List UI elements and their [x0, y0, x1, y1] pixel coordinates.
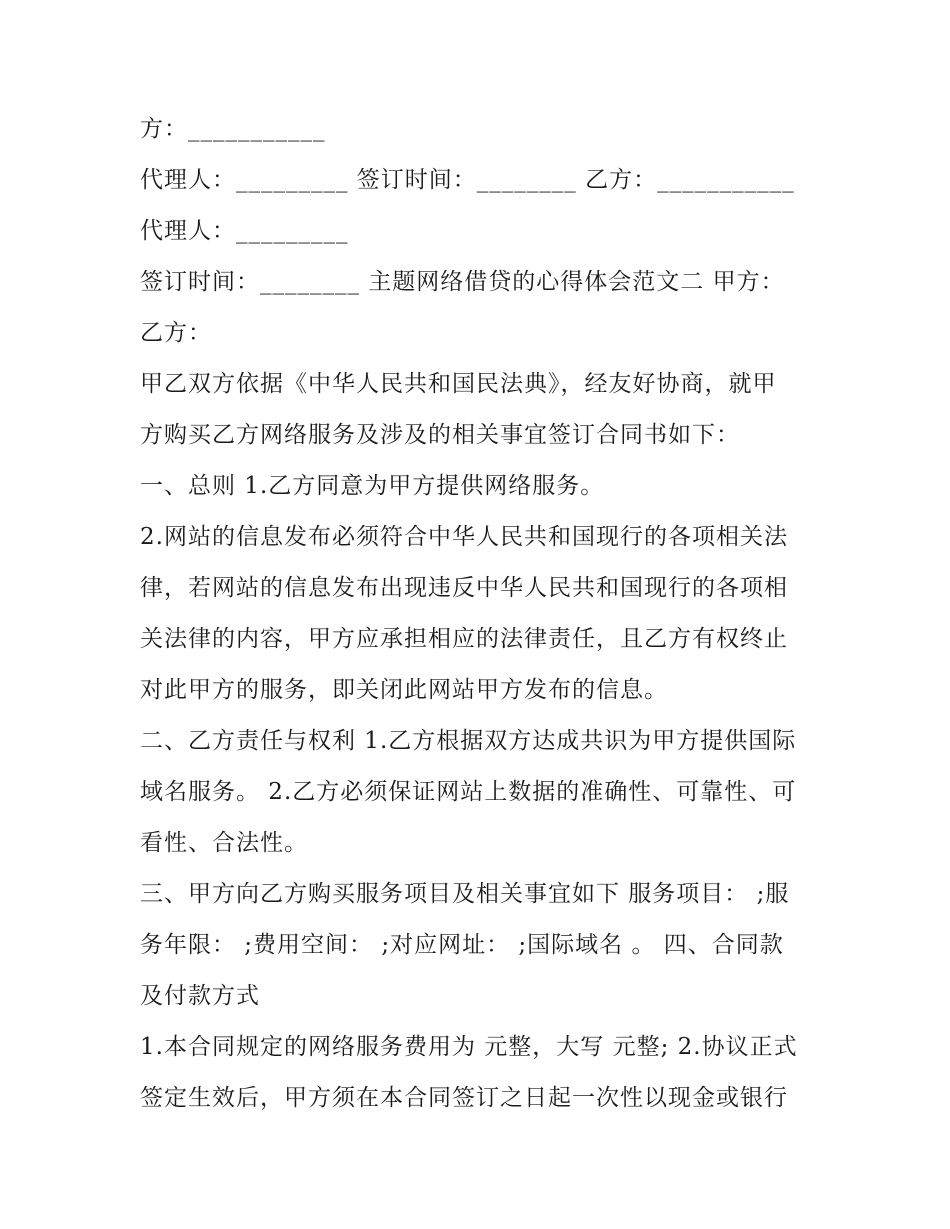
text-line: 代理人：_________ 签订时间：________ 乙方：___________	[140, 167, 795, 193]
text-line: 关法律的内容，甲方应承担相应的法律责任，且乙方有权终止	[140, 626, 788, 652]
text-line: 甲乙双方依据《中华人民共和国民法典》，经友好协商，就甲	[140, 371, 777, 397]
text-line: 及付款方式	[140, 983, 260, 1009]
text-line: 务年限： ;费用空间： ;对应网址： ;国际域名 。 四、合同款	[140, 932, 784, 958]
document-body	[140, 104, 820, 1124]
text-line: 域名服务。 2.乙方必须保证网站上数据的准确性、可靠性、可	[140, 779, 797, 805]
text-line: 一、总则 1.乙方同意为甲方提供网络服务。	[140, 473, 605, 499]
text-line: 签定生效后，甲方须在本合同签订之日起一次性以现金或银行	[140, 1085, 788, 1111]
text-line: 律，若网站的信息发布出现违反中华人民共和国现行的各项相	[140, 575, 788, 601]
text-line: 代理人：_________	[140, 218, 349, 244]
text-line: 对此甲方的服务，即关闭此网站甲方发布的信息。	[140, 677, 668, 703]
text-line: 1.本合同规定的网络服务费用为 元整，大写 元整; 2.协议正式	[140, 1034, 798, 1060]
text-line: 三、甲方向乙方购买服务项目及相关事宜如下 服务项目： ;服	[140, 881, 790, 907]
text-line: 方：___________	[140, 116, 326, 142]
text-line: 二、乙方责任与权利 1.乙方根据双方达成共识为甲方提供国际	[140, 728, 797, 754]
text-line: 2.网站的信息发布必须符合中华人民共和国现行的各项相关法	[140, 524, 788, 550]
text-line: 看性、合法性。	[140, 830, 308, 856]
text-line: 乙方：	[140, 320, 212, 346]
text-line: 方购买乙方网络服务及涉及的相关事宜签订合同书如下：	[140, 422, 740, 448]
text-line: 签订时间：________ 主题网络借贷的心得体会范文二 甲方：	[140, 269, 785, 295]
